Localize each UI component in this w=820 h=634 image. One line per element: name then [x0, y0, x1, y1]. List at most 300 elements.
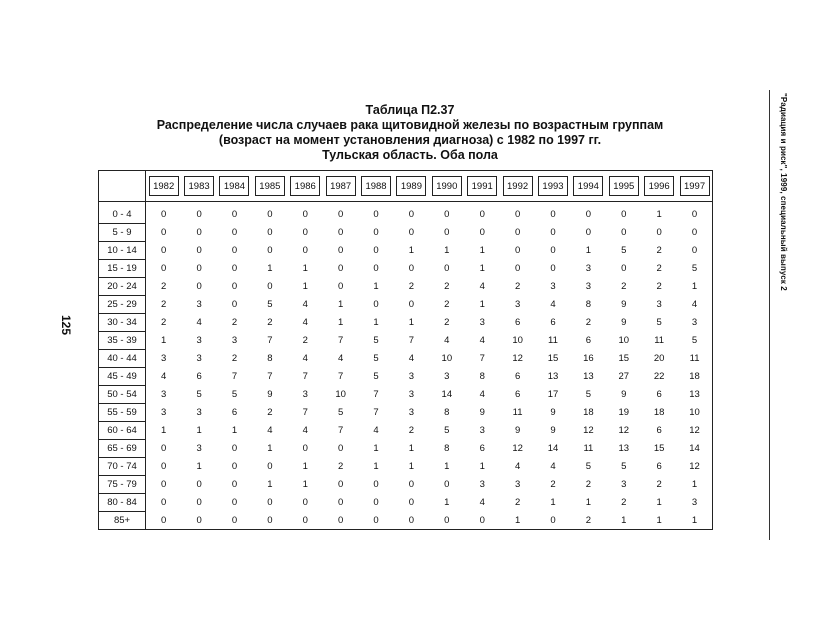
case-count-cell: 11	[583, 443, 594, 454]
case-count-cell: 9	[550, 407, 556, 418]
case-count-cell: 3	[479, 317, 485, 328]
case-count-cell: 6	[196, 371, 202, 382]
case-count-cell: 3	[196, 443, 202, 454]
case-count-cell: 5	[267, 299, 273, 310]
case-count-cell: 0	[161, 479, 167, 490]
case-count-cell: 0	[444, 514, 450, 526]
age-group-label: 15 - 19	[99, 260, 146, 278]
case-count-cell: 6	[514, 317, 521, 328]
case-count-cell: 6	[550, 317, 556, 328]
case-count-cell: 0	[373, 299, 379, 310]
case-count-cell: 1	[267, 263, 273, 274]
case-count-cell: 0	[408, 209, 415, 221]
case-count-cell: 4	[338, 353, 344, 364]
case-count-cell: 0	[267, 281, 273, 292]
year-header: 1987	[326, 176, 356, 196]
case-count-cell: 4	[691, 299, 698, 310]
case-count-cell: 0	[161, 514, 167, 526]
age-group-label: 60 - 64	[99, 422, 146, 440]
case-count-cell: 0	[196, 227, 202, 238]
case-count-cell: 7	[479, 353, 485, 364]
case-count-cell: 3	[196, 353, 202, 364]
page-number: 125	[59, 314, 74, 336]
case-count-cell: 0	[408, 227, 415, 238]
year-header-cell	[146, 171, 182, 202]
case-count-cell: 0	[196, 497, 202, 508]
case-count-cell: 2	[444, 281, 450, 292]
case-count-cell: 5	[585, 461, 592, 472]
year-header-cell	[394, 171, 429, 202]
case-count-cell: 0	[408, 299, 415, 310]
case-count-cell: 0	[338, 209, 344, 221]
case-count-cell: 2	[302, 335, 308, 346]
age-group-label: 25 - 29	[99, 296, 146, 314]
table-row	[99, 494, 713, 512]
age-group-label: 85+	[99, 512, 146, 530]
year-header: 1993	[538, 176, 568, 196]
case-count-cell: 3	[408, 389, 415, 400]
case-count-cell: 13	[547, 371, 559, 382]
case-count-cell: 1	[338, 299, 344, 310]
case-count-cell: 18	[583, 407, 594, 418]
age-group-label: 50 - 54	[99, 386, 146, 404]
case-count-cell: 0	[231, 461, 238, 472]
case-count-cell: 2	[656, 245, 662, 256]
case-count-cell: 0	[196, 245, 202, 256]
case-count-cell: 4	[408, 353, 415, 364]
case-count-cell: 2	[408, 281, 415, 292]
table-row	[99, 314, 713, 332]
case-count-cell: 5	[373, 335, 379, 346]
case-count-cell: 1	[479, 299, 485, 310]
case-count-cell: 1	[373, 443, 379, 454]
case-count-cell: 0	[302, 497, 308, 508]
case-count-cell: 19	[618, 407, 630, 418]
case-count-cell: 1	[585, 245, 592, 256]
case-count-cell: 1	[479, 245, 485, 256]
year-header-cell	[465, 171, 500, 202]
case-count-cell: 0	[585, 209, 592, 221]
case-count-cell: 1	[550, 497, 556, 508]
age-group-label: 20 - 24	[99, 278, 146, 296]
case-count-cell: 0	[373, 263, 379, 274]
case-count-cell: 18	[653, 407, 665, 418]
year-header-cell	[358, 171, 393, 202]
case-count-cell: 0	[161, 227, 167, 238]
case-count-cell: 5	[373, 353, 379, 364]
table-row	[99, 206, 713, 224]
case-count-cell: 2	[444, 317, 450, 328]
year-header: 1986	[290, 176, 320, 196]
case-count-cell: 0	[550, 514, 556, 526]
case-count-cell: 3	[691, 317, 698, 328]
age-group-label: 35 - 39	[99, 332, 146, 350]
case-count-cell: 2	[585, 479, 592, 490]
table-row	[99, 278, 713, 296]
year-header: 1992	[503, 176, 533, 196]
table-caption-age-note: (возраст на момент установления диагноза) с 1982 по 1997 гг.	[218, 133, 602, 147]
case-count-cell: 0	[196, 281, 202, 292]
year-header-cell	[323, 171, 358, 202]
table-row	[99, 260, 713, 278]
case-count-cell: 22	[653, 371, 665, 382]
case-count-cell: 3	[231, 335, 238, 346]
case-count-cell: 3	[408, 407, 415, 418]
case-count-cell: 0	[231, 497, 238, 508]
case-count-cell: 3	[479, 425, 485, 436]
case-count-cell: 8	[585, 299, 592, 310]
year-header-cell	[288, 171, 323, 202]
case-count-cell: 11	[689, 353, 700, 364]
case-count-cell: 0	[373, 245, 379, 256]
case-count-cell: 10	[512, 335, 523, 346]
case-count-cell: 0	[231, 209, 238, 221]
case-count-cell: 1	[302, 479, 308, 490]
table-row	[99, 332, 713, 350]
case-count-cell: 1	[691, 281, 698, 292]
case-count-cell: 3	[479, 479, 485, 490]
case-count-cell: 17	[547, 389, 559, 400]
case-count-cell: 0	[514, 227, 521, 238]
case-count-cell: 4	[302, 425, 308, 436]
case-count-cell: 13	[689, 389, 700, 400]
year-header: 1984	[219, 176, 249, 196]
case-count-cell: 5	[196, 389, 202, 400]
table-row	[99, 440, 713, 458]
case-count-cell: 0	[550, 209, 556, 221]
year-header: 1990	[432, 176, 462, 196]
case-count-cell: 2	[656, 479, 662, 490]
case-count-cell: 0	[231, 281, 238, 292]
case-count-cell: 9	[621, 317, 627, 328]
case-count-cell: 12	[512, 353, 523, 364]
case-count-cell: 15	[653, 443, 665, 454]
year-header: 1983	[184, 176, 214, 196]
case-count-cell: 2	[656, 263, 662, 274]
case-count-cell: 0	[621, 263, 627, 274]
case-count-cell: 6	[514, 371, 521, 382]
case-count-cell: 0	[231, 227, 238, 238]
table-row	[99, 458, 713, 476]
case-count-cell: 6	[656, 461, 662, 472]
case-count-cell: 0	[338, 281, 344, 292]
case-count-cell: 5	[656, 317, 662, 328]
case-count-cell: 1	[514, 514, 521, 526]
case-count-cell: 0	[302, 443, 308, 454]
case-count-cell: 0	[267, 227, 273, 238]
case-count-cell: 1	[196, 425, 202, 436]
table-title-block	[150, 103, 670, 163]
case-count-cell: 4	[373, 425, 379, 436]
case-count-cell: 5	[444, 425, 450, 436]
case-count-cell: 8	[479, 371, 485, 382]
table-caption-region: Тульская область. Оба пола	[322, 148, 498, 162]
case-count-cell: 0	[514, 263, 521, 274]
case-count-cell: 7	[302, 407, 308, 418]
case-count-cell: 1	[656, 209, 662, 221]
case-count-cell: 0	[338, 479, 344, 490]
case-count-cell: 0	[302, 514, 308, 526]
case-count-cell: 10	[618, 335, 630, 346]
table-row	[99, 422, 713, 440]
case-count-cell: 12	[689, 461, 700, 472]
case-count-cell: 0	[267, 461, 273, 472]
case-count-cell: 1	[408, 443, 415, 454]
case-count-cell: 3	[691, 497, 698, 508]
age-group-label: 10 - 14	[99, 242, 146, 260]
age-group-label: 70 - 74	[99, 458, 146, 476]
case-count-cell: 0	[408, 497, 415, 508]
table-row	[99, 296, 713, 314]
running-header: "Радиация и риск", 1999, специальный выпуск 2	[779, 93, 788, 291]
case-count-cell: 0	[373, 227, 379, 238]
case-count-cell: 6	[656, 425, 662, 436]
case-count-cell: 0	[373, 479, 379, 490]
case-count-cell: 5	[373, 371, 379, 382]
case-count-cell: 4	[302, 299, 308, 310]
table-row	[99, 242, 713, 260]
case-count-cell: 27	[618, 371, 630, 382]
case-count-cell: 3	[585, 281, 592, 292]
case-count-cell: 13	[583, 371, 594, 382]
case-count-cell: 11	[548, 335, 558, 346]
case-count-cell: 1	[444, 461, 450, 472]
case-count-cell: 5	[231, 389, 238, 400]
case-count-cell: 1	[231, 425, 238, 436]
case-count-cell: 1	[302, 461, 308, 472]
case-count-cell: 13	[618, 443, 630, 454]
case-count-cell: 2	[408, 425, 415, 436]
case-count-cell: 1	[408, 461, 415, 472]
case-count-cell: 1	[302, 263, 308, 274]
case-count-cell: 0	[338, 227, 344, 238]
case-count-cell: 14	[689, 443, 700, 454]
case-count-cell: 5	[621, 245, 627, 256]
case-count-cell: 0	[656, 227, 662, 238]
case-count-cell: 0	[338, 263, 344, 274]
case-count-cell: 9	[621, 389, 627, 400]
case-count-cell: 4	[479, 389, 485, 400]
case-count-cell: 6	[479, 443, 485, 454]
case-count-cell: 0	[691, 245, 698, 256]
year-header-cell	[252, 171, 287, 202]
year-header-cell	[535, 171, 570, 202]
case-count-cell: 0	[338, 514, 344, 526]
case-count-cell: 0	[691, 227, 698, 238]
case-count-cell: 6	[231, 407, 238, 418]
table-row	[99, 224, 713, 242]
case-count-cell: 0	[161, 209, 167, 221]
case-count-cell: 2	[621, 497, 627, 508]
year-header: 1982	[149, 176, 179, 196]
case-count-cell: 7	[338, 335, 344, 346]
case-count-cell: 0	[444, 263, 450, 274]
case-count-cell: 4	[479, 497, 485, 508]
year-header-cell	[500, 171, 535, 202]
case-count-cell: 4	[302, 317, 308, 328]
case-count-cell: 2	[231, 353, 238, 364]
corner-cell	[99, 171, 146, 202]
age-group-label: 75 - 79	[99, 476, 146, 494]
case-count-cell: 1	[621, 514, 627, 526]
age-group-label: 80 - 84	[99, 494, 146, 512]
case-count-cell: 5	[585, 389, 592, 400]
case-count-cell: 0	[302, 227, 308, 238]
case-count-cell: 0	[231, 514, 238, 526]
case-count-cell: 0	[338, 443, 344, 454]
case-count-cell: 0	[373, 514, 379, 526]
case-count-cell: 12	[512, 443, 523, 454]
case-count-cell: 1	[691, 514, 698, 526]
case-count-cell: 0	[550, 227, 556, 238]
case-count-cell: 0	[161, 263, 167, 274]
age-group-label: 40 - 44	[99, 350, 146, 368]
case-count-cell: 15	[547, 353, 559, 364]
year-header: 1995	[609, 176, 639, 196]
case-count-cell: 0	[585, 227, 592, 238]
case-count-cell: 9	[479, 407, 485, 418]
case-count-cell: 3	[302, 389, 308, 400]
case-count-cell: 3	[161, 389, 167, 400]
case-count-cell: 7	[338, 371, 344, 382]
case-count-cell: 4	[479, 281, 485, 292]
case-count-cell: 6	[656, 389, 662, 400]
case-count-cell: 4	[302, 353, 308, 364]
year-header: 1994	[573, 176, 603, 196]
case-count-cell: 7	[231, 371, 238, 382]
case-count-cell: 0	[231, 263, 238, 274]
year-header-cell	[677, 171, 713, 202]
case-count-cell: 1	[267, 479, 273, 490]
case-count-cell: 1	[161, 425, 167, 436]
year-header: 1988	[361, 176, 391, 196]
case-count-cell: 14	[547, 443, 559, 454]
case-count-cell: 0	[302, 209, 308, 221]
case-count-cell: 9	[621, 299, 627, 310]
case-count-cell: 3	[514, 479, 521, 490]
case-count-cell: 0	[267, 245, 273, 256]
case-count-cell: 3	[161, 407, 167, 418]
case-count-cell: 7	[373, 389, 379, 400]
table-row	[99, 386, 713, 404]
case-count-cell: 0	[408, 514, 415, 526]
case-count-cell: 0	[444, 227, 450, 238]
case-count-cell: 0	[479, 514, 485, 526]
case-count-cell: 3	[621, 479, 627, 490]
case-count-cell: 15	[618, 353, 630, 364]
case-count-cell: 0	[267, 497, 273, 508]
case-count-cell: 8	[267, 353, 273, 364]
case-count-cell: 0	[444, 479, 450, 490]
case-count-cell: 3	[444, 371, 450, 382]
case-count-cell: 4	[550, 461, 556, 472]
case-count-cell: 1	[267, 443, 273, 454]
case-count-cell: 3	[514, 299, 521, 310]
case-count-cell: 0	[196, 263, 202, 274]
year-header: 1989	[396, 176, 426, 196]
case-count-cell: 3	[408, 371, 415, 382]
case-count-cell: 7	[302, 371, 308, 382]
case-count-cell: 12	[583, 425, 594, 436]
case-count-cell: 0	[514, 209, 521, 221]
case-count-cell: 4	[161, 371, 167, 382]
case-count-cell: 10	[441, 353, 453, 364]
case-count-cell: 0	[479, 227, 485, 238]
case-count-cell: 0	[691, 209, 698, 221]
case-count-cell: 2	[514, 497, 521, 508]
year-header: 1985	[255, 176, 285, 196]
case-count-cell: 0	[444, 209, 450, 221]
age-group-label: 30 - 34	[99, 314, 146, 332]
case-count-cell: 20	[653, 353, 665, 364]
case-count-cell: 2	[267, 407, 273, 418]
case-count-cell: 0	[621, 227, 627, 238]
case-count-cell: 1	[444, 245, 450, 256]
year-header-cell	[641, 171, 676, 202]
case-count-cell: 11	[654, 335, 665, 346]
case-count-cell: 9	[550, 425, 556, 436]
case-count-cell: 6	[514, 389, 521, 400]
case-count-cell: 11	[512, 407, 523, 418]
table-row	[99, 476, 713, 494]
table-row	[99, 512, 713, 530]
case-count-cell: 2	[338, 461, 344, 472]
case-count-cell: 2	[161, 317, 167, 328]
year-header-cell	[429, 171, 464, 202]
case-count-cell: 0	[231, 245, 238, 256]
case-count-cell: 1	[408, 317, 415, 328]
case-count-cell: 5	[621, 461, 627, 472]
table-caption: Распределение числа случаев рака щитовидной железы по возрастным группам	[156, 118, 664, 132]
case-count-cell: 2	[161, 299, 167, 310]
case-count-cell: 3	[161, 353, 167, 364]
case-count-cell: 2	[585, 514, 592, 526]
case-count-cell: 7	[267, 335, 273, 346]
case-count-cell: 4	[550, 299, 556, 310]
year-header: 1997	[680, 176, 710, 196]
case-count-cell: 18	[689, 371, 700, 382]
header-row	[99, 171, 713, 202]
case-count-cell: 0	[161, 497, 167, 508]
case-count-cell: 2	[514, 281, 521, 292]
case-count-cell: 1	[302, 281, 308, 292]
case-count-cell: 4	[444, 335, 450, 346]
case-count-cell: 0	[479, 209, 485, 221]
case-count-cell: 0	[267, 209, 273, 221]
year-header-cell	[217, 171, 252, 202]
age-group-label: 55 - 59	[99, 404, 146, 422]
year-header: 1991	[467, 176, 497, 196]
case-count-cell: 2	[444, 299, 450, 310]
case-count-cell: 2	[231, 317, 238, 328]
case-count-cell: 5	[691, 263, 698, 274]
case-count-cell: 5	[691, 335, 698, 346]
case-count-cell: 12	[689, 425, 700, 436]
case-count-cell: 1	[373, 317, 379, 328]
case-count-cell: 0	[338, 497, 344, 508]
case-count-cell: 0	[373, 497, 379, 508]
case-count-cell: 0	[161, 245, 167, 256]
case-count-cell: 2	[550, 479, 556, 490]
case-count-cell: 7	[338, 425, 344, 436]
case-count-cell: 2	[656, 281, 662, 292]
case-count-cell: 3	[196, 299, 202, 310]
case-count-cell: 3	[196, 335, 202, 346]
case-count-cell: 2	[585, 317, 592, 328]
case-count-cell: 0	[196, 479, 202, 490]
case-count-cell: 0	[621, 209, 627, 221]
case-count-cell: 0	[408, 479, 415, 490]
